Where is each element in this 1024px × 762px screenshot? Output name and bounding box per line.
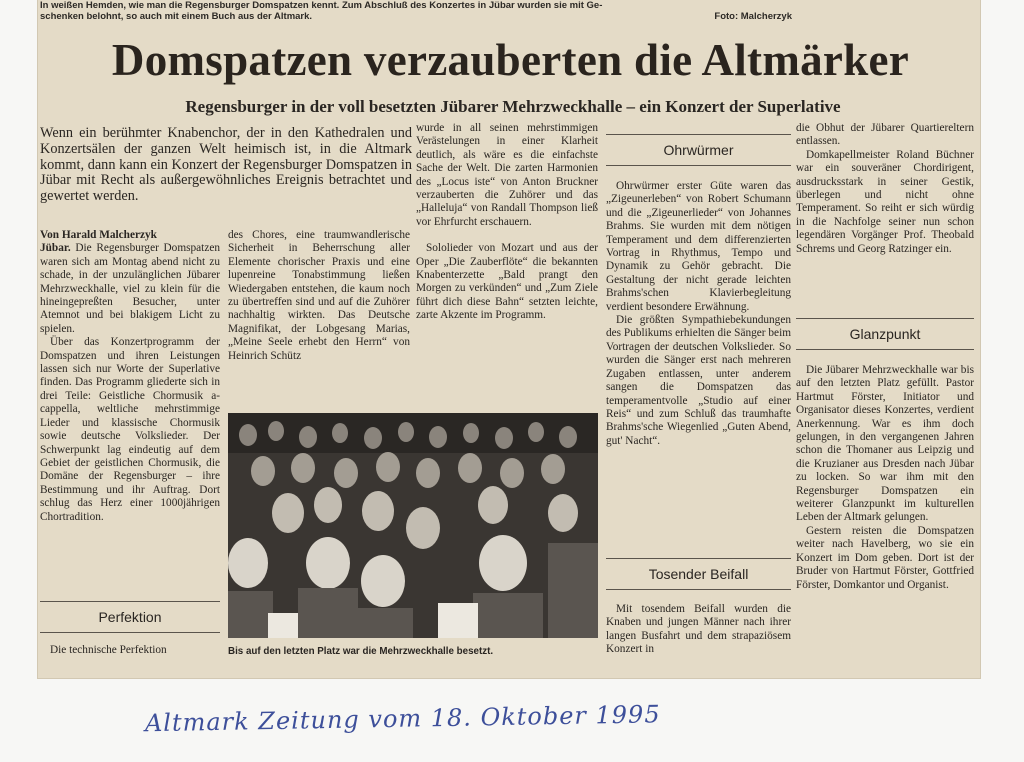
- byline: Von Harald Malcherzyk: [40, 229, 157, 241]
- column-5-lower: [796, 364, 974, 664]
- top-photo-caption: [40, 0, 792, 23]
- concert-audience-photo: [228, 413, 598, 638]
- subhead-box-glanzpunkt: Glanzpunkt: [796, 318, 974, 350]
- subheadline: Regensburger in der voll besetzten Jübarer Mehrzweckhalle – ein Konzert der Superlative: [185, 97, 841, 116]
- newspaper-clipping: [38, 0, 980, 678]
- lead-paragraph: Wenn ein berühmter Knabenchor, der in den Kathedralen und Konzertsälen der ganzen Welt heimisch ist, in die Altmark kommt, dann kann ein Konzert der Regensburger Domspatzen in Jübar mit Recht als außergewöhnliches Ereignis betrachtet und gewertet werden.: [40, 125, 412, 205]
- col4-paragraph-3: Mit tosendem Beifall wurden die Knaben und jungen Männer nach ihrer langen Busfahrt und dem strapaziösem Konzert in: [606, 603, 791, 656]
- dateline: Jübar.: [40, 242, 71, 255]
- audience-image: [228, 413, 598, 638]
- headline: Domspatzen verzauberten die Altmärker: [111, 35, 910, 85]
- column-4: [606, 180, 791, 545]
- top-caption-line2: schenken belohnt, so auch mit einem Buch aus der Altmark.: [40, 11, 313, 22]
- top-caption-line1: In weißen Hemden, wie man die Regensburger Domspatzen kennt. Zum Abschluß des Konzertes in Jübar wurden sie mit Ge-: [40, 0, 603, 11]
- handwritten-source-note: Altmark Zeitung vom 18. Oktober 1995: [144, 700, 661, 738]
- column-2: [228, 229, 410, 407]
- col1-paragraph-2: Über das Konzertprogramm der Domspatzen und ihren Leistungen lassen sich nur Worte der Superlative finden. Das Programm gliederte sich in drei Teile: Geistliche Chormusik a-cappella, weltliche mehrstimmige Lieder und klassische Chormusik sowie deutsche Volkslieder. Der Schwerpunkt lag eindeutig auf dem Gebiet der geistlichen Chormusik, die Domäne der Regensburger – ihre Bestimmung und ihr Auftrag. Dort schlug das Herz einer 1000jährigen Chortradition.: [40, 336, 220, 523]
- col1-paragraph-1: Die Regensburger Domspatzen waren sich am Montag abend nicht zu schade, in der unzulänglichen Jübarer Mehrzweckhalle, viel zu klein für die hineingepreßten Besucher, unter Atemnot und bei blakigem Licht zu spielen.: [40, 242, 220, 335]
- col1-tail: Die technische Perfektion: [50, 644, 167, 656]
- column-3: [416, 122, 598, 408]
- col4-paragraph-2: Die größten Sympathiebekundungen des Publikums erhielten die Sänger beim Vortragen der deutschen Volkslieder. So wurden die Sänger erst nach mehreren Zugaben entlassen, unter anderem sangen die Domspatzen das temperamentvolle „Studio auf einer Reis“ und zum Schluß das traumhafte Brahms'sche Wiegenlied „Guten Abend, gut' Nacht“.: [606, 314, 791, 447]
- column-4-tail: [606, 603, 791, 659]
- col5-paragraph-4: Gestern reisten die Domspatzen weiter nach Havelberg, wo sie ein Konzert im Dom geben. Dort ist der Bruder von Hartmut Förster, Gottfried Förster, Domkantor und Organist.: [796, 524, 974, 591]
- subhead-box-perfektion: Perfektion: [40, 601, 220, 633]
- col2-paragraph: des Chores, eine traumwandlerische Sicherheit in Beherrschung aller Elemente chorischer Praxis und eine lupenreine Tonabstimmung ließen Wiedergaben entstehen, die kaum noch zu übertreffen sind und auf die Zuhörer nachhaltig wirkten. Das Deutsche Magnifikat, der Lobgesang Marias, „Meine Seele erhebt den Herrn“ von Heinrich Schütz: [228, 229, 410, 362]
- col5-paragraph-3: Die Jübarer Mehrzweckhalle war bis auf den letzten Platz gefüllt. Pastor Hartmut Förster, Initiator und Organisator dieses Konzertes, verdient Anerkennung. War es ihm doch gelungen, in den vergangenen Jahren schon die Thomaner aus Leipzig und die Kruzianer aus Dresden nach Jübar zu locken. So war ihm mit den Regensburger Domspatzen ein weiterer Glanzpunkt im kulturellen Leben der Altmark gelungen.: [796, 364, 974, 524]
- subhead-box-tosender-beifall: Tosender Beifall: [606, 558, 791, 590]
- col4-paragraph-1: Ohrwürmer erster Güte waren das „Zigeunerleben“ von Robert Schumann und die „Zigeunerlieder“ von Johannes Brahms. Sie wurden mit dem nötigen Temperament und dem differenzierten Vortrag in Rhythmus, Tempo und Dynamik zu Gehör gebracht. Die Gestaltung der nicht gerade leichten Brahms'schen Klavierbegleitung verdient besondere Erwähnung.: [606, 180, 791, 313]
- subhead-box-ohrwuermer: Ohrwürmer: [606, 134, 791, 166]
- photo-caption: Bis auf den letzten Platz war die Mehrzweckhalle besetzt.: [228, 646, 494, 657]
- column-5: [796, 122, 974, 307]
- photo-credit: Foto: Malcherzyk: [714, 11, 792, 22]
- col3-paragraph-2: Sololieder von Mozart und aus der Oper „Die Zauberflöte“ die bekannten Knabenterzette „Bald prangt den Morgen zu verkünden“ und „Zum Ziele führt dich diese Bahn“ setzten leichte, zarte Akzente im Programm.: [416, 242, 598, 322]
- col5-paragraph-1: die Obhut der Jübarer Quartiereltern entlassen.: [796, 122, 974, 148]
- col3-paragraph-1: wurde in all seinen mehrstimmigen Verästelungen in einer Klarheit deutlich, als wäre es die einfachste Sache der Welt. Die zarten Harmonien des „Locus iste“ von Anton Bruckner verzauberten die Zuhörer und das „Halleluja“ von Randall Thompson ließ vor Ehrfurcht erschauern.: [416, 122, 598, 228]
- column-1: [40, 229, 220, 597]
- col5-paragraph-2: Domkapellmeister Roland Büchner war ein souveräner Chordirigent, ausdrucksstark in seiner Gestik, überlegen und nicht ohne Temperament. So reiht er sich würdig in die Nachfolge seiner nun schon legendären Vorgänger Prof. Theobald Schrems und Georg Ratzinger ein.: [796, 148, 974, 255]
